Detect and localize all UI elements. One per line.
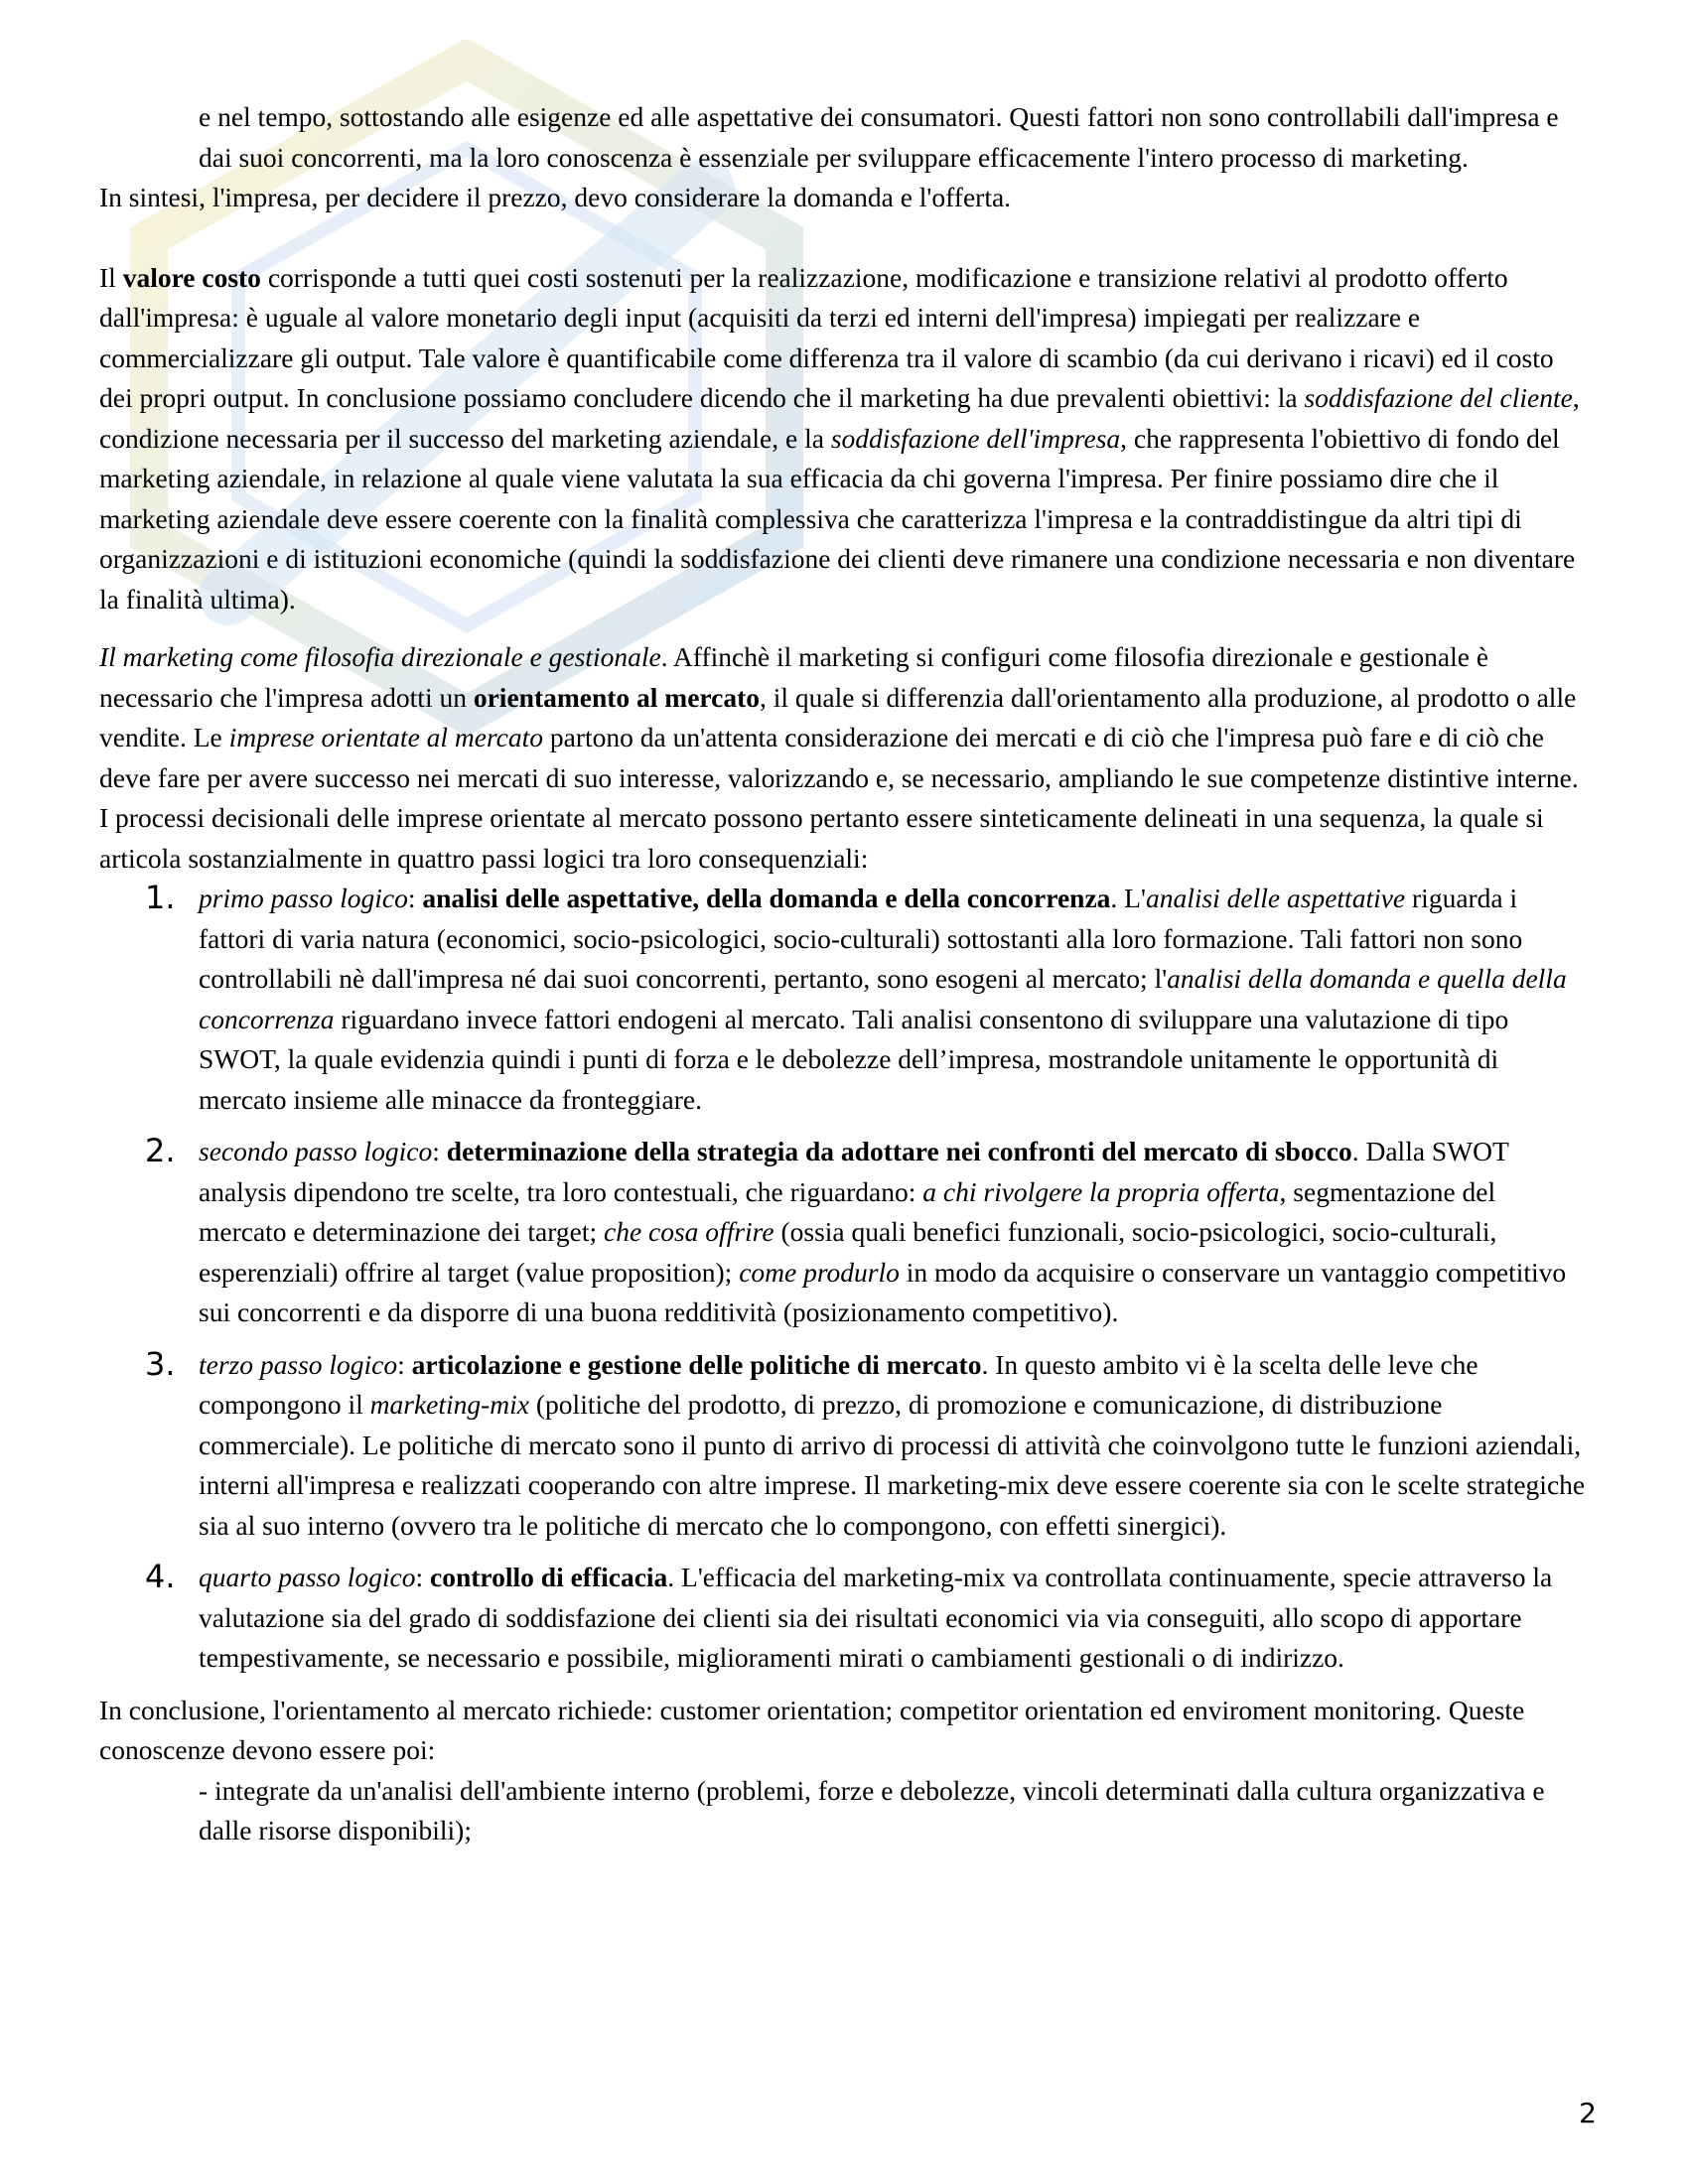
term-soddisfazione-impresa: soddisfazione dell'impresa xyxy=(830,422,1121,454)
step-number: 3. xyxy=(145,1344,176,1383)
list-item-step-3: 3. terzo passo logico: articolazione e gestione delle politiche di mercato. In questo ambito vi è la scelta delle leve che compongono il marketing-mix (politiche del prodotto, di prezzo, di promozione e comunicazione, di distribuzione commerciale). Le politiche di mercato sono il punto di arrivo di processi di attività che coinvolgono tutte le funzioni aziendali, interni all'impresa e realizzati cooperando con altre imprese. Il marketing-mix deve essere coerente sia con le scelte strategiche sia al suo interno (ovvero tra le politiche di mercato che lo compongono, con effetti sinergici). xyxy=(145,1344,1586,1541)
page-number: 2 xyxy=(1579,2097,1597,2129)
paragraph-conclusion: In conclusione, l'orientamento al mercato richiede: customer orientation; competitor orientation ed enviroment monitoring. Queste conoscenze devono essere poi: xyxy=(99,1694,1525,1765)
term-imprese-orientate: imprese orientate al mercato xyxy=(228,722,544,752)
list-item-step-2: 2. secondo passo logico: determinazione della strategia da adottare nei confronti del mercato di sbocco. Dalla SWOT analysis dipendono tre scelte, tra loro contestuali, che riguardano: a chi rivolgere la propria offerta, segmentazione del mercato e determinazione dei target; che cosa offrire (ossia quali benefici funzionali, socio-psicologici, socio-culturali, esperenziali) offrire al target (value proposition); come produrlo in modo da acquisire o conservare un vantaggio competitivo sui concorrenti e da disporre di una buona redditività (posizionamento competitivo). xyxy=(145,1132,1567,1327)
section-heading-filosofia: Il marketing come filosofia direzionale e gestionale xyxy=(99,641,661,672)
term-valore-costo: valore costo xyxy=(122,261,261,293)
term-orientamento-mercato: orientamento al mercato xyxy=(473,681,760,713)
list-item-step-1: 1. primo passo logico: analisi delle aspettative, della domanda e della concorrenza. L'analisi delle aspettative riguarda i fattori di varia natura (economici, socio-psicologici, socio-culturali) sottostanti alla loro formazione. Tali fattori non sono controllabili nè dall'impresa né dai suoi concorrenti, pertanto, sono esogeni al mercato; l'analisi della domanda e quella della concorrenza riguardano invece fattori endogeni al mercato. Tali analisi consentono di sviluppare una valutazione di tipo SWOT, la quale evidenzia quindi i punti di forza e le debolezze dell’impresa, mostrandole unitamente le opportunità di mercato insieme alle minacce da fronteggiare. xyxy=(145,879,1567,1115)
paragraph-continuation: e nel tempo, sottostando alle esigenze ed alle aspettative dei consumatori. Questi fattori non sono controllabili dall'impresa e dai suoi concorrenti, ma la loro conoscenza è essenziale per sviluppare efficacemente l'intero processo di marketing. xyxy=(199,101,1559,173)
paragraph-valore-costo: Il valore costo corrisponde a tutti quei costi sostenuti per la realizzazione, modificazione e transizione relativi al prodotto offerto dall'impresa: è uguale al valore monetario degli input (acquisiti da terzi ed interni dell'impresa) impiegati per realizzare e commercializzare gli output. Tale valore è quantificabile come differenza tra il valore di scambio (da cui derivano i ricavi) ed il costo dei propri output. In conclusione possiamo concludere dicendo che il marketing ha due prevalenti obiettivi: la soddisfazione del cliente, condizione necessaria per il successo del marketing aziendale, e la soddisfazione dell'impresa, che rappresenta l'obiettivo di fondo del marketing aziendale, in relazione al quale viene valutata la sua efficacia da chi governa l'impresa. Per finire possiamo dire che il marketing aziendale deve essere coerente con la finalità complessiva che caratterizza l'impresa e la contraddistingue da altri tipi di organizzazioni e di istituzioni economiche (quindi la soddisfazione dei clienti deve rimanere una condizione necessaria e non diventare la finalità ultima). xyxy=(99,261,1580,614)
paragraph-sintesi: In sintesi, l'impresa, per decidere il prezzo, devo considerare la domanda e l'offerta. xyxy=(99,182,1012,212)
step-number: 1. xyxy=(145,879,176,916)
paragraph-filosofia: Il marketing come filosofia direzionale e gestionale. Affinchè il marketing si configuri come filosofia direzionale e gestionale è necessario che l'impresa adotti un orientamento al mercato, il quale si differenzia dall'orientamento alla produzione, al prodotto o alle vendite. Le imprese orientate al mercato partono da un'attenta considerazione dei mercati e di ciò che l'impresa può fare e di ciò che deve fare per avere successo nei mercati di suo interesse, valorizzando e, se necessario, ampliando le sue competenze distintive interne. I processi decisionali delle imprese orientate al mercato possono pertanto essere sinteticamente delineati in una sequenza, la quale si articola sostanzialmente in quattro passi logici tra loro consequenziali: xyxy=(99,641,1579,874)
step-number: 2. xyxy=(145,1132,176,1169)
document-page xyxy=(99,97,1589,1851)
steps-list xyxy=(99,879,1589,1679)
term-soddisfazione-cliente: soddisfazione del cliente xyxy=(1304,382,1573,413)
step-number: 4. xyxy=(145,1558,176,1595)
list-item-step-4: 4. quarto passo logico: controllo di efficacia. L'efficacia del marketing-mix va controllata continuamente, specie attraverso la valutazione sia del grado di soddisfazione dei clienti sia dei risultati economici via via conseguiti, allo scopo di apportare tempestivamente, se necessario e possibile, miglioramenti mirati o cambiamenti gestionali o di indirizzo. xyxy=(145,1558,1553,1673)
bullet-integrate: - integrate da un'analisi dell'ambiente interno (problemi, forze e debolezze, vincoli determinati dalla cultura organizzativa e dalle risorse disponibili); xyxy=(199,1774,1545,1845)
